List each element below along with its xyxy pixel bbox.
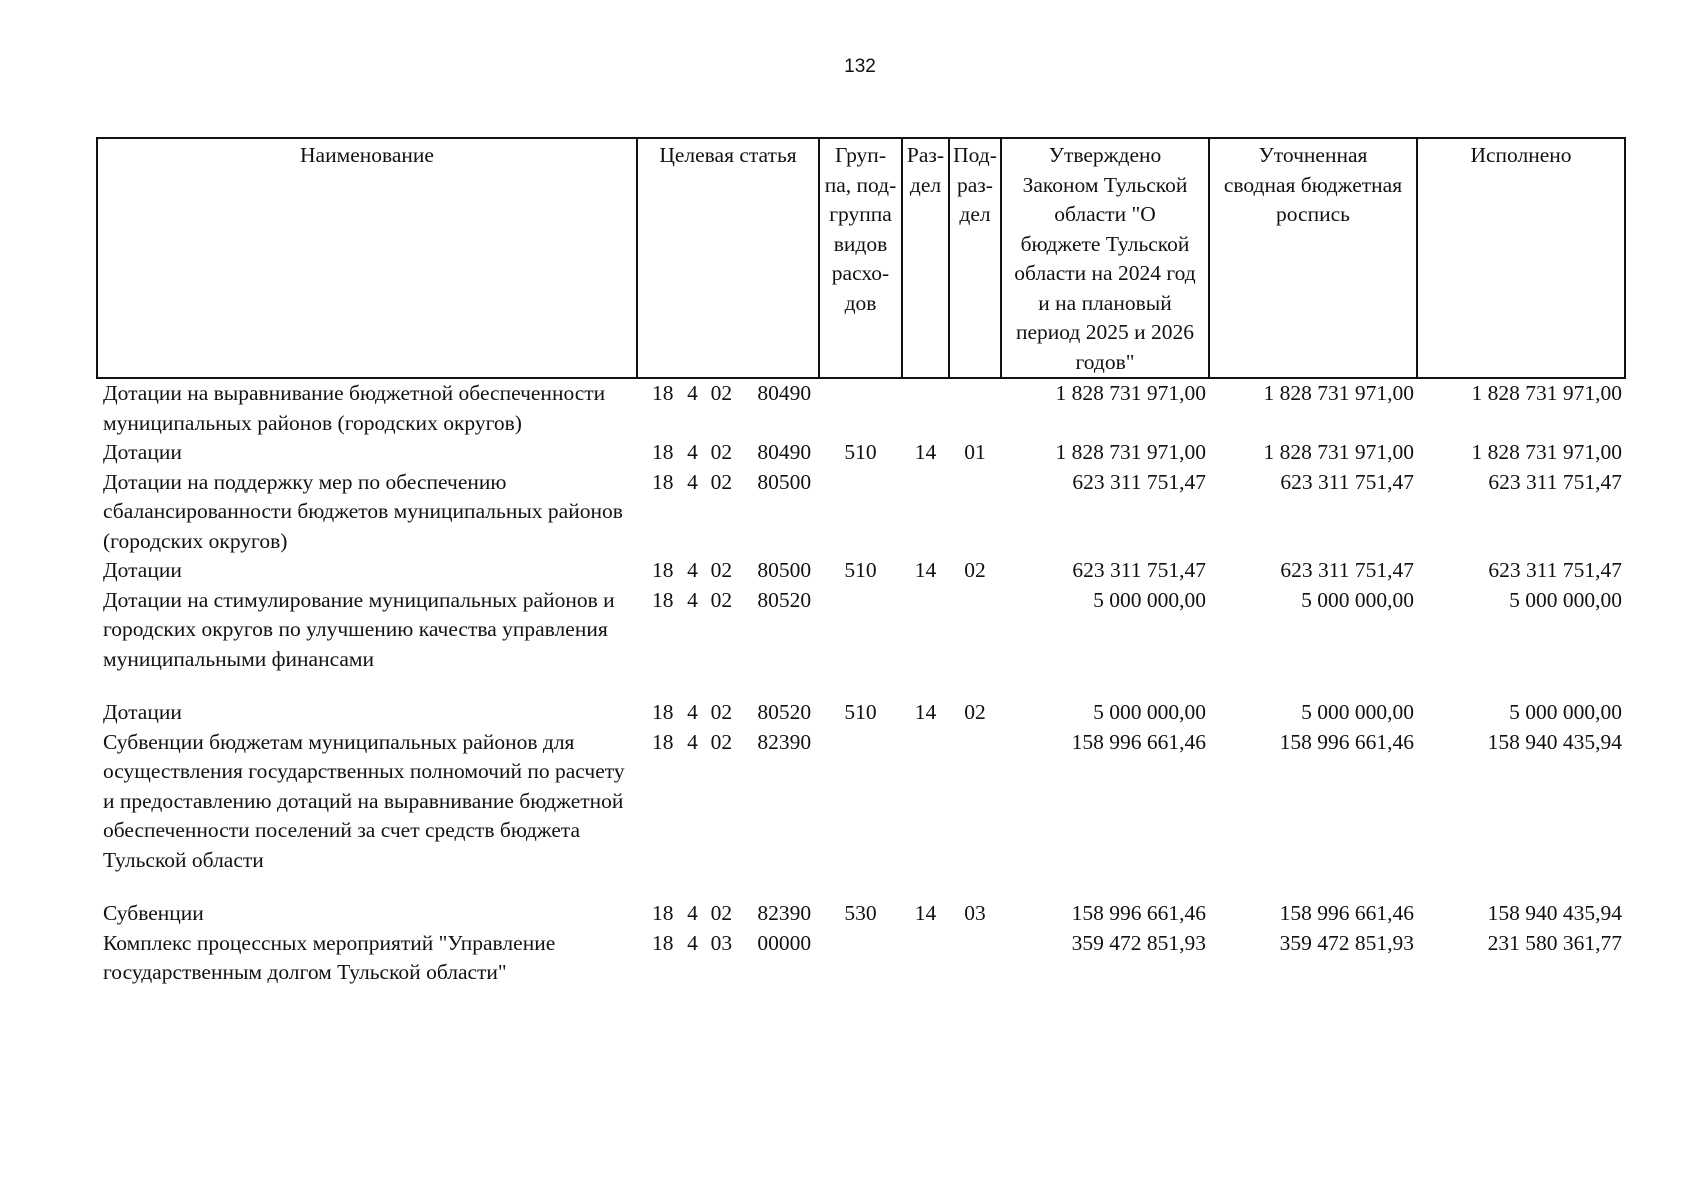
table-row	[97, 899, 1625, 929]
target-code-part: 00000	[757, 930, 812, 955]
row-executed: 623 311 751,47	[1488, 558, 1622, 582]
row-subsection: 02	[964, 700, 986, 724]
table-row	[97, 586, 1625, 699]
row-approved: 5 000 000,00	[1093, 587, 1206, 612]
row-approved: 359 472 851,93	[1071, 930, 1206, 955]
row-name: Дотации на выравнивание бюджетной обеспеченности муниципальных районов (городских округов)	[103, 381, 606, 435]
row-group: 530	[844, 901, 877, 925]
row-subsection	[949, 586, 1001, 699]
table-row	[97, 378, 1625, 438]
row-group	[819, 586, 902, 699]
row-refined: 359 472 851,93	[1279, 930, 1414, 955]
row-approved: 1 828 731 971,00	[1055, 440, 1206, 464]
target-code-part: 02	[710, 558, 733, 582]
row-name: Дотации	[103, 700, 182, 724]
row-group: 510	[844, 440, 877, 464]
row-name: Субвенции бюджетам муниципальных районов для осуществления государственных полномочий по расчету и предоставлению дотаций на выравнивание бюджетной обеспеченности поселений за счет средств бюджета Тульской области	[103, 729, 625, 872]
row-section	[902, 378, 949, 438]
row-target-code	[637, 728, 819, 900]
header-subsection: Под- раз- дел	[949, 138, 1001, 378]
target-code-part: 02	[710, 381, 733, 405]
target-code-part: 80500	[757, 558, 812, 582]
table-row	[97, 698, 1625, 728]
target-code-part: 4	[687, 469, 698, 494]
row-target-code	[637, 438, 819, 468]
header-target: Целевая статья	[637, 138, 819, 378]
row-executed: 158 940 435,94	[1487, 729, 1622, 754]
target-code-part: 18	[652, 381, 674, 405]
target-code-part: 02	[710, 469, 733, 494]
row-approved: 158 996 661,46	[1071, 729, 1206, 754]
target-code-part: 80520	[757, 587, 812, 612]
table-body	[97, 378, 1625, 988]
header-group: Груп- па, под- группа видов расхо- дов	[819, 138, 902, 378]
row-section	[902, 728, 949, 900]
row-target-code	[637, 468, 819, 557]
row-executed: 158 940 435,94	[1487, 901, 1622, 925]
row-section: 14	[914, 440, 937, 464]
target-code-part: 4	[687, 587, 698, 612]
table-row	[97, 728, 1625, 900]
table-row	[97, 468, 1625, 557]
target-code-part: 80520	[757, 700, 812, 724]
target-code-part: 82390	[757, 901, 812, 925]
target-code-part: 4	[687, 381, 698, 405]
row-name: Субвенции	[103, 901, 204, 925]
target-code-part: 18	[652, 729, 674, 754]
row-section: 14	[914, 901, 937, 925]
target-code-part: 4	[687, 700, 698, 724]
row-refined: 158 996 661,46	[1279, 729, 1414, 754]
row-executed: 5 000 000,00	[1509, 700, 1622, 724]
row-executed: 231 580 361,77	[1487, 930, 1622, 955]
row-executed: 5 000 000,00	[1509, 587, 1622, 612]
header-section: Раз- дел	[902, 138, 949, 378]
target-code-part: 4	[687, 729, 698, 754]
target-code-part: 4	[687, 930, 698, 955]
row-executed: 623 311 751,47	[1488, 469, 1622, 494]
row-target-code	[637, 378, 819, 438]
target-code-part: 18	[652, 587, 674, 612]
target-code-part: 18	[652, 700, 674, 724]
target-code-part: 4	[687, 901, 698, 925]
row-group: 510	[844, 558, 877, 582]
row-target-code	[637, 698, 819, 728]
target-code-part: 18	[652, 440, 674, 464]
target-code-part: 18	[652, 901, 674, 925]
row-section	[902, 929, 949, 988]
row-target-code	[637, 899, 819, 929]
row-approved: 623 311 751,47	[1072, 469, 1206, 494]
row-approved: 158 996 661,46	[1071, 901, 1206, 925]
table-header-row	[97, 138, 1625, 378]
row-target-code	[637, 586, 819, 699]
row-subsection	[949, 728, 1001, 900]
target-code-part: 82390	[757, 729, 812, 754]
row-group	[819, 378, 902, 438]
target-code-part: 18	[652, 469, 674, 494]
row-approved: 5 000 000,00	[1093, 700, 1206, 724]
row-name: Дотации на стимулирование муниципальных районов и городских округов по улучшению качества управления муниципальными финансами	[103, 587, 615, 671]
budget-table	[96, 137, 1626, 988]
row-executed: 1 828 731 971,00	[1471, 381, 1622, 405]
target-code-part: 4	[687, 558, 698, 582]
row-subsection	[949, 929, 1001, 988]
target-code-part: 02	[710, 901, 733, 925]
header-refined: Уточненная сводная бюджетная роспись	[1209, 138, 1417, 378]
row-group	[819, 929, 902, 988]
row-target-code	[637, 556, 819, 586]
row-subsection: 01	[964, 440, 986, 464]
row-refined: 1 828 731 971,00	[1263, 381, 1414, 405]
target-code-part: 02	[710, 440, 733, 464]
row-refined: 5 000 000,00	[1301, 587, 1414, 612]
target-code-part: 80490	[757, 440, 812, 464]
header-approved: Утверждено Законом Тульской области "О бюджете Тульской области на 2024 год и на плановый период 2025 и 2026 годов"	[1001, 138, 1209, 378]
row-subsection	[949, 378, 1001, 438]
row-section: 14	[914, 700, 937, 724]
target-code-part: 4	[687, 440, 698, 464]
target-code-part: 03	[710, 930, 733, 955]
row-refined: 5 000 000,00	[1301, 700, 1414, 724]
row-subsection	[949, 468, 1001, 557]
table-row	[97, 929, 1625, 988]
table-row	[97, 438, 1625, 468]
row-name: Комплекс процессных мероприятий "Управление государственным долгом Тульской области"	[103, 930, 556, 984]
row-target-code	[637, 929, 819, 988]
row-refined: 158 996 661,46	[1279, 901, 1414, 925]
row-name: Дотации	[103, 440, 182, 464]
row-subsection: 02	[964, 558, 986, 582]
header-name: Наименование	[97, 138, 637, 378]
row-name: Дотации	[103, 558, 182, 582]
row-subsection: 03	[964, 901, 986, 925]
row-approved: 1 828 731 971,00	[1055, 381, 1206, 405]
row-executed: 1 828 731 971,00	[1471, 440, 1622, 464]
table-row	[97, 556, 1625, 586]
target-code-part: 02	[710, 729, 733, 754]
row-refined: 623 311 751,47	[1280, 558, 1414, 582]
page-number: 132	[844, 56, 876, 77]
row-section	[902, 468, 949, 557]
target-code-part: 80490	[757, 381, 812, 405]
row-name: Дотации на поддержку мер по обеспечению сбалансированности бюджетов муниципальных районов (городских округов)	[103, 469, 623, 553]
header-executed: Исполнено	[1417, 138, 1625, 378]
target-code-part: 18	[652, 558, 674, 582]
target-code-part: 80500	[757, 469, 812, 494]
row-group	[819, 728, 902, 900]
row-refined: 1 828 731 971,00	[1263, 440, 1414, 464]
target-code-part: 18	[652, 930, 674, 955]
target-code-part: 02	[710, 700, 733, 724]
row-section	[902, 586, 949, 699]
row-group	[819, 468, 902, 557]
row-section: 14	[914, 558, 937, 582]
row-approved: 623 311 751,47	[1072, 558, 1206, 582]
row-group: 510	[844, 700, 877, 724]
target-code-part: 02	[710, 587, 733, 612]
row-refined: 623 311 751,47	[1280, 469, 1414, 494]
